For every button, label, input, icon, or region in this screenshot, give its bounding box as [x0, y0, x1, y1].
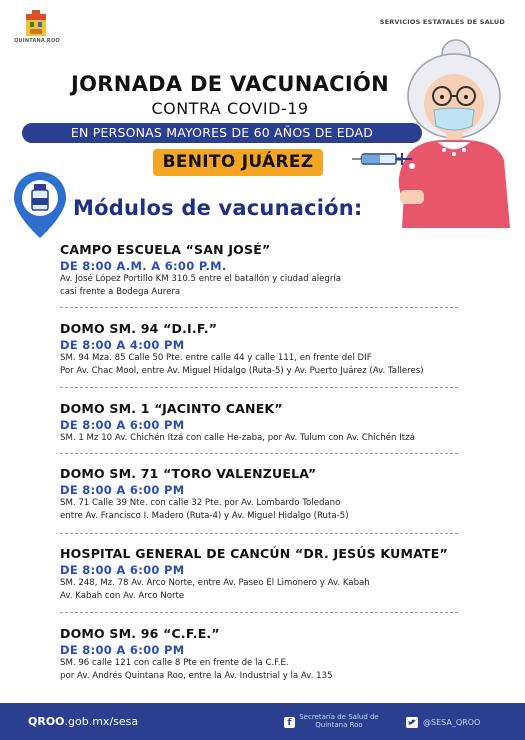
module-hours: DE 8:00 A 6:00 PM	[60, 483, 185, 497]
municipality-banner: BENITO JUÁREZ	[153, 149, 323, 176]
module-address-line: por Av. Andrés Quintana Roo, entre la Av. Industrial y la Av. 135	[60, 670, 333, 681]
module-name: DOMO SM. 94 “D.I.F.”	[60, 321, 218, 336]
agency-name: SERVICIOS ESTATALES DE SALUD	[379, 18, 505, 26]
divider	[60, 307, 458, 308]
module-name: DOMO SM. 96 “C.F.E.”	[60, 626, 220, 641]
module-address-line: SM. 1 Mz 10 Av. Chichén Itzá con calle He-zaba, por Av. Tulum con Av. Chichén Itzá	[60, 433, 415, 443]
module-name: DOMO SM. 71 “TORO VALENZUELA”	[60, 466, 317, 481]
module-hospital-general	[60, 546, 500, 602]
section-title: Módulos de vacunación:	[73, 196, 363, 220]
module-address-line: casi frente a Bodega Aurera	[60, 286, 181, 297]
module-address-line: SM. 94 Mza. 85 Calle 50 Pte. entre calle 44 y calle 111, en frente del DIF	[60, 353, 372, 363]
facebook-icon: f	[284, 717, 295, 728]
syringe-icon	[352, 150, 414, 168]
campaign-subtitle: CONTRA COVID-19	[151, 99, 309, 118]
twitter-icon	[406, 717, 418, 728]
module-name: CAMPO ESCUELA “SAN JOSÉ”	[60, 242, 271, 257]
module-hours: DE 8:00 A.M. A 6:00 P.M.	[60, 259, 227, 273]
module-domo-cfe	[60, 626, 500, 682]
module-jacinto-canek	[60, 401, 500, 445]
module-hours: DE 8:00 A 6:00 PM	[60, 418, 185, 432]
campaign-title: JORNADA DE VACUNACIÓN	[70, 72, 390, 96]
module-hours: DE 8:00 A 4:00 PM	[60, 338, 185, 352]
website-domain-bold: QROO	[28, 715, 65, 728]
vaccine-location-pin-icon	[12, 170, 68, 240]
module-address-line: Av. José López Portillo KM 310.5 entre el batallón y ciudad alegría	[60, 274, 342, 284]
divider	[60, 387, 458, 388]
footer-bar	[0, 703, 525, 740]
module-address-line: SM. 96 calle 121 con calle 8 Pte en frente de la C.F.E.	[60, 658, 289, 668]
divider	[60, 533, 458, 534]
module-address-line: SM. 248, Mz. 78 Av. Arco Norte, entre Av. Paseo El Limonero y Av. Kabah	[60, 578, 370, 588]
module-address-line: SM. 71 Calle 39 Nte. con calle 32 Pte. por Av. Lombardo Toledano	[60, 498, 341, 508]
module-address-line: Por Av. Chac Mool, entre Av. Miguel Hidalgo (Ruta-5) y Av. Puerto Juárez (Av. Talleres)	[60, 365, 424, 376]
divider	[60, 453, 458, 454]
divider	[60, 612, 458, 613]
module-hours: DE 8:00 A 6:00 PM	[60, 643, 185, 657]
logo-caption: QUINTANA ROO	[14, 38, 60, 44]
module-address-line: Av. Kabah con Av. Arco Norte	[60, 590, 185, 601]
module-campo-escuela	[60, 242, 500, 298]
module-name: DOMO SM. 1 “JACINTO CANEK”	[60, 401, 283, 416]
module-address-line: entre Av. Francisco I. Madero (Ruta-4) y Av. Miguel Hidalgo (Ruta-5)	[60, 510, 349, 521]
module-hours: DE 8:00 A 6:00 PM	[60, 563, 185, 577]
module-domo-dif	[60, 321, 500, 377]
website-path: .gob.mx/sesa	[64, 715, 139, 728]
website-link[interactable]	[28, 715, 138, 728]
twitter-handle[interactable]: @SESA_QROO	[423, 718, 481, 727]
grandmother-illustration	[346, 38, 524, 230]
age-banner: EN PERSONAS MAYORES DE 60 AÑOS DE EDAD	[22, 123, 422, 143]
facebook-handle[interactable]: Secretaría de Salud de Quintana Roo	[299, 713, 379, 729]
module-toro-valenzuela	[60, 466, 500, 522]
module-name: HOSPITAL GENERAL DE CANCÚN “DR. JESÚS KUMATE”	[60, 546, 448, 561]
